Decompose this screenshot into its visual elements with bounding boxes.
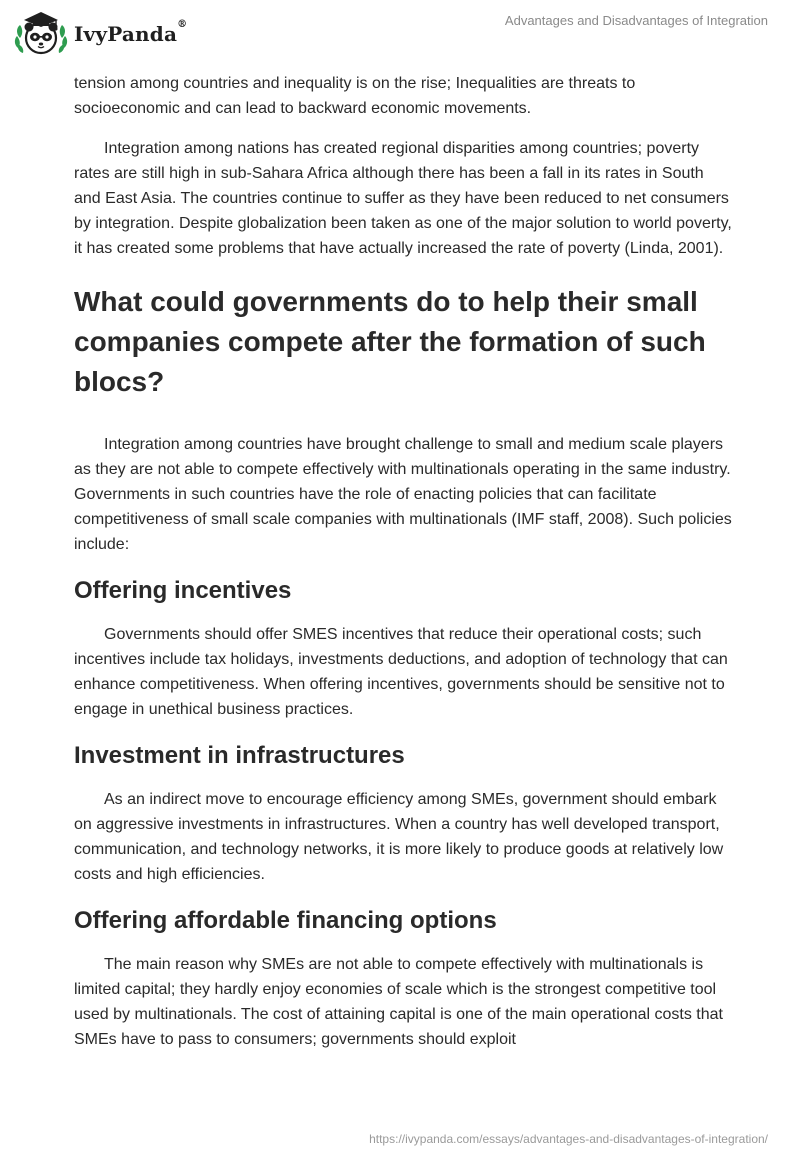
panda-graduate-icon — [14, 8, 68, 56]
body-paragraph: Integration among countries have brought challenge to small and medium scale players as they are not able to compete effectively with multinationals operating in the same industry. Governments in such countries have the role of enacting policies that can facilitate competitiveness of small scale companies with multinationals (IMF staff, 2008). Such policies include: — [74, 436, 732, 553]
ivypanda-logo[interactable] — [14, 8, 187, 56]
brand-name: IvyPanda® — [74, 19, 188, 46]
subsection-heading-infrastructure: Investment in infrastructures — [74, 742, 405, 769]
subsection-heading-incentives: Offering incentives — [74, 577, 292, 604]
body-paragraph: Governments should offer SMES incentives that reduce their operational costs; such incentives include tax holidays, investments deductions, and adoption of technology that can enhance competitiveness. When offering incentives, governments should be sensitive not to engage in unethical business practices. — [74, 626, 728, 718]
section-heading: What could governments do to help their small companies compete after the formation of such blocs? — [74, 286, 706, 397]
document-title: Advantages and Disadvantages of Integration — [504, 13, 768, 28]
registered-mark: ® — [177, 19, 188, 30]
source-url[interactable]: https://ivypanda.com/essays/advantages-and-disadvantages-of-integration/ — [369, 1132, 768, 1146]
body-paragraph: Integration among nations has created regional disparities among countries; poverty rates are still high in sub-Sahara Africa although there has been a fall in its rates in South and East Asia. The countries continue to suffer as they have been reduced to net consumers by integration. Despite globalization been taken as one of the major solution to world poverty, it has created some problems that have actually increased the rate of poverty (Linda, 2001). — [74, 140, 732, 257]
body-paragraph: As an indirect move to encourage efficiency among SMEs, government should embark on aggressive investments in infrastructures. When a country has well developed transport, communication, and technology networks, it is more likely to produce goods at relatively low costs and high efficiencies. — [74, 791, 724, 883]
essay-content — [74, 71, 734, 1067]
page-header — [0, 0, 800, 60]
intro-paragraph: tension among countries and inequality is on the rise; Inequalities are threats to socioeconomic and can lead to backward economic movements. — [74, 75, 636, 117]
subsection-heading-financing: Offering affordable financing options — [74, 907, 497, 934]
body-paragraph: The main reason why SMEs are not able to compete effectively with multinationals is limited capital; they hardly enjoy economies of scale which is the strongest competitive tool used by multinationals. The cost of attaining capital is one of the main operational costs that SMEs have to pass to consumers; governments should exploit — [74, 956, 723, 1048]
